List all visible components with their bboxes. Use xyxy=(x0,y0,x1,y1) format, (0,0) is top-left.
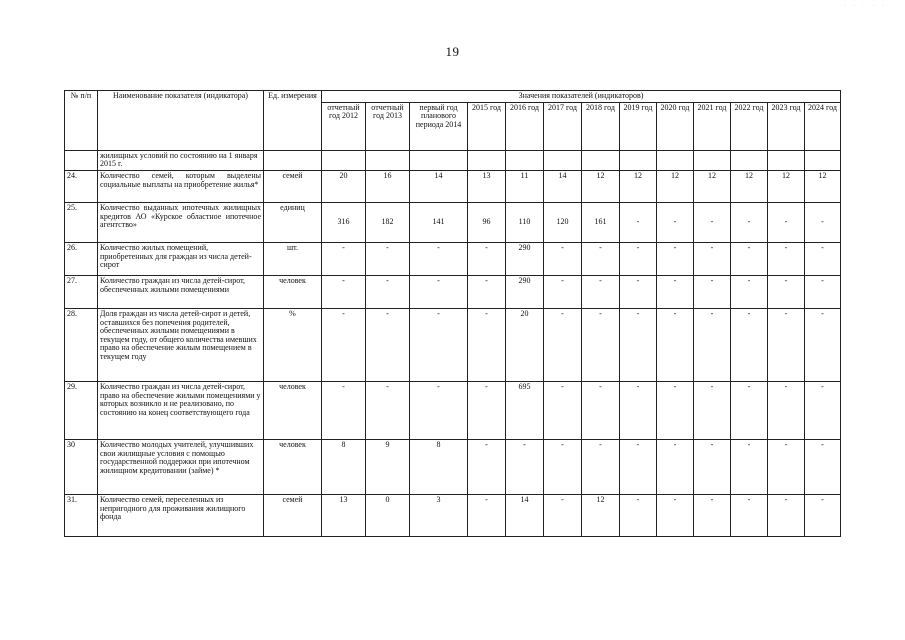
value-cell: - xyxy=(768,242,805,275)
row-number: 30 xyxy=(65,439,98,494)
value-cell: - xyxy=(366,308,410,381)
header-number: № п/п xyxy=(65,91,98,151)
value-cell: - xyxy=(805,308,841,381)
value-cell: 13 xyxy=(468,170,506,202)
value-cell: - xyxy=(620,439,657,494)
value-cell: 12 xyxy=(582,170,620,202)
value-cell: - xyxy=(694,381,731,439)
value-cell: - xyxy=(544,439,582,494)
value-cell: - xyxy=(731,381,768,439)
value-cell: - xyxy=(657,308,694,381)
value-cell: - xyxy=(731,202,768,242)
value-cell: 141 xyxy=(410,202,468,242)
year-header: 2019 год xyxy=(620,102,657,150)
row-number xyxy=(65,150,98,170)
value-cell: - xyxy=(805,381,841,439)
value-cell xyxy=(322,150,366,170)
value-cell: - xyxy=(544,308,582,381)
value-cell xyxy=(657,150,694,170)
value-cell: - xyxy=(620,202,657,242)
value-cell xyxy=(544,150,582,170)
indicator-name: Количество жилых помещений, приобретенных для граждан из числа детей-сирот xyxy=(98,242,264,275)
table-row xyxy=(65,494,841,536)
page-number: 19 xyxy=(445,44,460,59)
value-cell: - xyxy=(731,308,768,381)
value-cell: 13 xyxy=(322,494,366,536)
year-header: 2021 год xyxy=(694,102,731,150)
value-cell: 14 xyxy=(544,170,582,202)
header-indicator-name: Наименование показателя (индикатора) xyxy=(98,91,264,151)
value-cell: - xyxy=(582,275,620,308)
unit-cell: человек xyxy=(264,275,322,308)
value-cell: - xyxy=(582,381,620,439)
unit-cell: семей xyxy=(264,494,322,536)
value-cell: - xyxy=(322,308,366,381)
value-cell xyxy=(620,150,657,170)
value-cell: - xyxy=(805,242,841,275)
value-cell: 96 xyxy=(468,202,506,242)
value-cell: - xyxy=(322,242,366,275)
unit-cell: % xyxy=(264,308,322,381)
year-header: отчетный год 2013 xyxy=(366,102,410,150)
indicator-name: Количество семей, которым выделены социальные выплаты на приобретение жилья* xyxy=(98,170,264,202)
value-cell: - xyxy=(731,275,768,308)
value-cell: - xyxy=(322,381,366,439)
indicator-name: жилищных условий по состоянию на 1 января 2015 г. xyxy=(98,150,264,170)
unit-cell: человек xyxy=(264,439,322,494)
value-cell: 12 xyxy=(805,170,841,202)
value-cell: - xyxy=(544,494,582,536)
table-row xyxy=(65,308,841,381)
value-cell: - xyxy=(694,494,731,536)
year-header: 2022 год xyxy=(731,102,768,150)
value-cell: - xyxy=(694,308,731,381)
value-cell: - xyxy=(657,242,694,275)
year-header: 2016 год xyxy=(506,102,544,150)
value-cell: 20 xyxy=(506,308,544,381)
indicator-name: Количество выданных ипотечных жилищных кредитов АО «Курское областное ипотечное агентство» xyxy=(98,202,264,242)
value-cell: 0 xyxy=(366,494,410,536)
value-cell: - xyxy=(544,381,582,439)
value-cell: - xyxy=(582,242,620,275)
value-cell: - xyxy=(694,202,731,242)
indicator-name: Количество семей, переселенных из непригодного для проживания жилищного фонда xyxy=(98,494,264,536)
value-cell: - xyxy=(468,308,506,381)
table-row xyxy=(65,150,841,170)
value-cell: 14 xyxy=(506,494,544,536)
value-cell: 12 xyxy=(694,170,731,202)
value-cell: 8 xyxy=(322,439,366,494)
value-cell xyxy=(410,150,468,170)
value-cell: - xyxy=(694,439,731,494)
value-cell: - xyxy=(657,202,694,242)
value-cell xyxy=(582,150,620,170)
table-body xyxy=(65,150,841,536)
value-cell: - xyxy=(620,275,657,308)
value-cell: 120 xyxy=(544,202,582,242)
value-cell: - xyxy=(768,494,805,536)
value-cell: - xyxy=(322,275,366,308)
value-cell: 290 xyxy=(506,242,544,275)
table-row xyxy=(65,202,841,242)
value-cell: - xyxy=(731,439,768,494)
value-cell xyxy=(366,150,410,170)
row-number: 25. xyxy=(65,202,98,242)
unit-cell: шт. xyxy=(264,242,322,275)
value-cell: 16 xyxy=(366,170,410,202)
value-cell: 9 xyxy=(366,439,410,494)
value-cell: - xyxy=(768,275,805,308)
year-header: 2020 год xyxy=(657,102,694,150)
table-row xyxy=(65,439,841,494)
row-number: 24. xyxy=(65,170,98,202)
value-cell: - xyxy=(468,439,506,494)
value-cell: 8 xyxy=(410,439,468,494)
year-header: первый год планового периода 2014 xyxy=(410,102,468,150)
value-cell: - xyxy=(620,242,657,275)
value-cell: - xyxy=(657,439,694,494)
value-cell: - xyxy=(582,308,620,381)
unit-cell: семей xyxy=(264,170,322,202)
year-header: 2015 год xyxy=(468,102,506,150)
value-cell: - xyxy=(694,275,731,308)
value-cell: 110 xyxy=(506,202,544,242)
scan-corner-marks: · · · · · xyxy=(844,3,887,9)
indicator-name: Доля граждан из числа детей-сирот и детей, оставшихся без попечения родителей, обеспеченных жилыми помещениями в текущем году, от общего количества имевших право на обеспечение жилым помещением в текущем году xyxy=(98,308,264,381)
table-row xyxy=(65,275,841,308)
value-cell xyxy=(805,150,841,170)
value-cell: - xyxy=(620,494,657,536)
value-cell: - xyxy=(768,202,805,242)
year-header: 2023 год xyxy=(768,102,805,150)
value-cell: - xyxy=(410,242,468,275)
table-row xyxy=(65,170,841,202)
value-cell: - xyxy=(805,202,841,242)
value-cell xyxy=(731,150,768,170)
value-cell: - xyxy=(805,439,841,494)
value-cell: 3 xyxy=(410,494,468,536)
table-row xyxy=(65,242,841,275)
table-row xyxy=(65,381,841,439)
value-cell xyxy=(694,150,731,170)
value-cell: 316 xyxy=(322,202,366,242)
value-cell: - xyxy=(805,275,841,308)
year-header: 2017 год xyxy=(544,102,582,150)
value-cell: - xyxy=(468,381,506,439)
value-cell: 161 xyxy=(582,202,620,242)
value-cell: - xyxy=(805,494,841,536)
value-cell: 14 xyxy=(410,170,468,202)
value-cell: 182 xyxy=(366,202,410,242)
value-cell: - xyxy=(366,242,410,275)
value-cell: - xyxy=(366,275,410,308)
value-cell: - xyxy=(731,494,768,536)
value-cell: - xyxy=(468,242,506,275)
value-cell: - xyxy=(620,381,657,439)
value-cell: - xyxy=(506,439,544,494)
value-cell: 11 xyxy=(506,170,544,202)
row-number: 28. xyxy=(65,308,98,381)
value-cell: - xyxy=(694,242,731,275)
value-cell: - xyxy=(768,439,805,494)
value-cell xyxy=(768,150,805,170)
value-cell: - xyxy=(731,242,768,275)
value-cell: - xyxy=(410,308,468,381)
row-number: 26. xyxy=(65,242,98,275)
indicator-name: Количество граждан из числа детей-сирот, обеспеченных жилыми помещениями xyxy=(98,275,264,308)
value-cell: - xyxy=(657,275,694,308)
value-cell: - xyxy=(468,275,506,308)
value-cell: - xyxy=(544,242,582,275)
value-cell: - xyxy=(768,308,805,381)
value-cell xyxy=(506,150,544,170)
year-header: 2024 год xyxy=(805,102,841,150)
value-cell: 695 xyxy=(506,381,544,439)
unit-cell: человек xyxy=(264,381,322,439)
value-cell: 12 xyxy=(620,170,657,202)
value-cell: 12 xyxy=(657,170,694,202)
value-cell: 290 xyxy=(506,275,544,308)
value-cell: - xyxy=(582,439,620,494)
value-cell: - xyxy=(657,494,694,536)
value-cell: 12 xyxy=(731,170,768,202)
value-cell: - xyxy=(410,381,468,439)
value-cell: 20 xyxy=(322,170,366,202)
unit-cell xyxy=(264,150,322,170)
value-cell: - xyxy=(468,494,506,536)
row-number: 29. xyxy=(65,381,98,439)
value-cell: 12 xyxy=(768,170,805,202)
year-header: 2018 год xyxy=(582,102,620,150)
header-values-group: Значения показателей (индикаторов) xyxy=(322,91,841,103)
value-cell: - xyxy=(657,381,694,439)
header-unit: Ед. измерения xyxy=(264,91,322,151)
indicator-name: Количество молодых учителей, улучшивших свои жилищные условия с помощью государственной поддержки при ипотечном жилищном кредитовании (займе) * xyxy=(98,439,264,494)
row-number: 31. xyxy=(65,494,98,536)
value-cell: - xyxy=(366,381,410,439)
value-cell: - xyxy=(544,275,582,308)
year-header: отчетный год 2012 xyxy=(322,102,366,150)
unit-cell: единиц xyxy=(264,202,322,242)
value-cell: 12 xyxy=(582,494,620,536)
value-cell xyxy=(468,150,506,170)
indicator-name: Количество граждан из числа детей-сирот, право на обеспечение жилыми помещениями у которых возникло и не реализовано, по состоянию на конец соответствующего года xyxy=(98,381,264,439)
value-cell: - xyxy=(410,275,468,308)
value-cell: - xyxy=(620,308,657,381)
indicators-table xyxy=(64,90,841,537)
row-number: 27. xyxy=(65,275,98,308)
value-cell: - xyxy=(768,381,805,439)
